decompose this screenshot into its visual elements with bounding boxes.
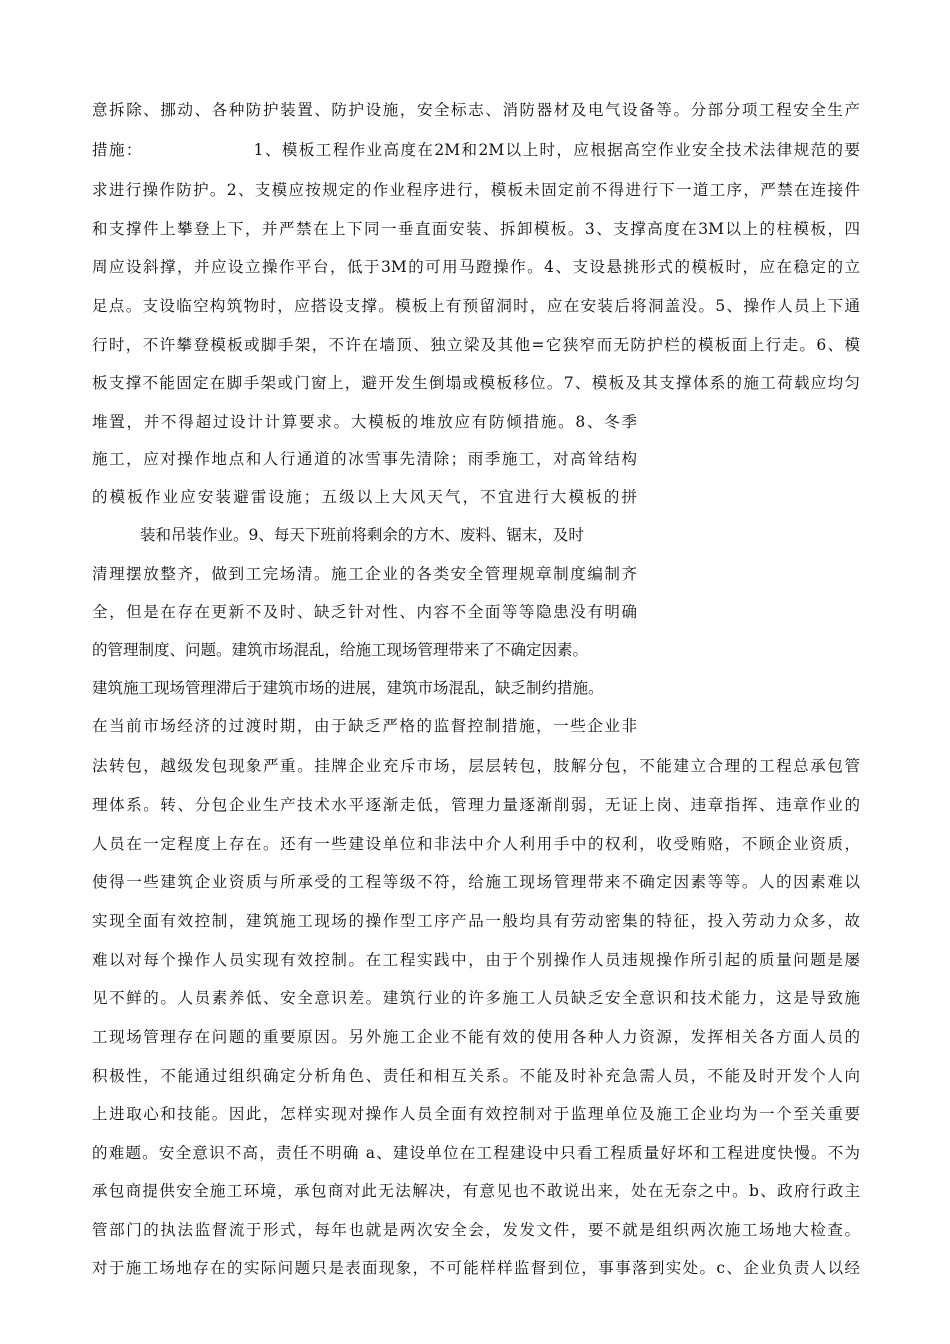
text-line: 工现场管理存在问题的重要原因。另外施工企业不能有效的使用各种人力资源，发挥相关各方面人员的 [92, 1028, 860, 1046]
text-line: 施工，应对操作地点和人行通道的冰雪事先清除；雨季施工，对高耸结构 [92, 450, 637, 468]
text-line: 理体系。转、分包企业生产技术水平逐渐走低，管理力量逐渐削弱，无证上岗、违章指挥、违章作业的 [92, 796, 860, 814]
text-line: 建筑施工现场管理滞后于建筑市场的进展，建筑市场混乱，缺乏制约措施。 [92, 679, 604, 697]
text-line: 清理摆放整齐，做到工完场清。施工企业的各类安全管理规章制度编制齐 [92, 565, 637, 583]
text-line: 上进取心和技能。因此，怎样实现对操作人员全面有效控制对于监理单位及施工企业均为一个至关重要 [92, 1105, 860, 1123]
text-line: 板支撑不能固定在脚手架或门窗上，避开发生倒塌或模板移位。7、模板及其支撑体系的施工荷载应均匀 [92, 374, 860, 392]
text-line: 在当前市场经济的过渡时期，由于缺乏严格的监督控制措施，一些企业非 [92, 717, 637, 735]
text-line: 人员在一定程度上存在。还有一些建设单位和非法中介人利用手中的权利，收受贿赂，不顾企业资质， [92, 835, 860, 853]
text-line: 意拆除、挪动、各种防护装置、防护设施，安全标志、消防器材及电气设备等。分部分项工程安全生产 [92, 101, 860, 119]
text-line: 堆置，并不得超过设计计算要求。大模板的堆放应有防倾措施。8、冬季 [92, 413, 637, 431]
text-line: 难以对每个操作人员实现有效控制。在工程实践中，由于个别操作人员违规操作所引起的质量问题是屡 [92, 951, 860, 969]
text-line: 足点。支设临空构筑物时，应搭设支撑。模板上有预留洞时，应在安装后将洞盖没。5、操作人员上下通 [92, 297, 860, 315]
text-line: 措施： 1、模板工程作业高度在2M和2M以上时，应根据高空作业安全技术法律规范的要 [92, 141, 860, 159]
text-line: 装和吊装作业。9、每天下班前将剩余的方木、废料、锯末，及时 [140, 526, 584, 544]
text-line: 的管理制度、问题。建筑市场混乱，给施工现场管理带来了不确定因素。 [92, 641, 589, 659]
text-line: 行时，不许攀登模板或脚手架，不许在墙顶、独立梁及其他=它狭窄而无防护栏的模板面上行走。6、模 [92, 336, 860, 354]
text-line: 求进行操作防护。2、支模应按规定的作业程序进行，模板未固定前不得进行下一道工序，严禁在连接件 [92, 181, 860, 199]
text-line: 和支撑件上攀登上下，并严禁在上下同一垂直面安装、拆卸模板。3、支撑高度在3M以上的柱模板，四 [92, 220, 860, 238]
text-line: 承包商提供安全施工环境，承包商对此无法解决，有意见也不敢说出来，处在无奈之中。b、政府行政主 [92, 1182, 860, 1200]
text-line: 实现全面有效控制，建筑施工现场的操作型工序产品一般均具有劳动密集的特征，投入劳动力众多，故 [92, 912, 860, 930]
text-line: 的难题。安全意识不高，责任不明确 a、建设单位在工程建设中只看工程质量好坏和工程进度快慢。不为 [92, 1144, 860, 1162]
text-line: 周应设斜撑，并应设立操作平台，低于3M的可用马蹬操作。4、支设悬挑形式的模板时，应在稳定的立 [92, 258, 860, 276]
text-line: 管部门的执法监督流于形式，每年也就是两次安全会，发发文件，要不就是组织两次施工场地大检查。 [92, 1221, 860, 1239]
text-line: 法转包，越级发包现象严重。挂牌企业充斥市场，层层转包，肢解分包，不能建立合理的工程总承包管 [92, 757, 860, 775]
text-line: 全，但是在存在更新不及时、缺乏针对性、内容不全面等等隐患没有明确 [92, 603, 637, 621]
text-line: 见不鲜的。人员素养低、安全意识差。建筑行业的许多施工人员缺乏安全意识和技术能力，这是导致施 [92, 989, 860, 1007]
text-line: 积极性，不能通过组织确定分析角色、责任和相互关系。不能及时补充急需人员，不能及时开发个人向 [92, 1067, 860, 1085]
text-line: 的模板作业应安装避雷设施；五级以上大风天气，不宜进行大模板的拼 [92, 488, 637, 506]
text-line: 使得一些建筑企业资质与所承受的工程等级不符，给施工现场管理带来不确定因素等等。人的因素难以 [92, 873, 860, 891]
text-line: 对于施工场地存在的实际问题只是表面现象，不可能样样监督到位，事事落到实处。c、企业负责人以经 [92, 1259, 860, 1277]
